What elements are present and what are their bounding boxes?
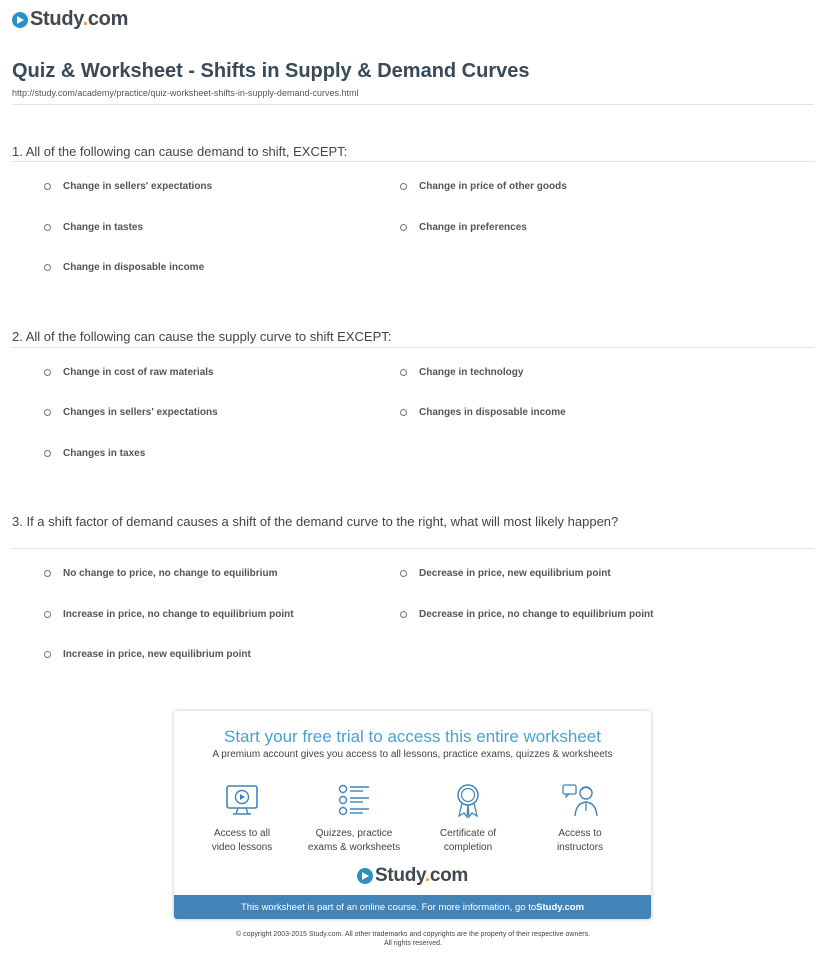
premium-cta-box — [174, 711, 651, 919]
option-label: Change in preferences — [419, 222, 527, 233]
feature-video-lessons — [192, 781, 292, 855]
study-link[interactable]: Study.com — [536, 901, 585, 913]
cta-bar-text: This worksheet is part of an online course. For more information, go to — [240, 901, 537, 913]
feature-label-line: Access to all — [213, 828, 271, 839]
q3-option-2[interactable] — [400, 568, 611, 579]
logo-dot: . — [424, 865, 430, 886]
option-label: Decrease in price, new equilibrium point — [419, 568, 611, 579]
feature-label — [304, 827, 404, 855]
option-label: Decrease in price, no change to equilibrium point — [419, 609, 654, 620]
option-label: Changes in sellers' expectations — [63, 407, 218, 418]
page-title: Quiz & Worksheet - Shifts in Supply & Demand Curves — [12, 60, 530, 82]
feature-label-line: Access to — [558, 828, 602, 839]
play-logo-icon — [357, 868, 373, 884]
radio-button[interactable] — [44, 409, 51, 416]
option-label: No change to price, no change to equilibrium — [63, 568, 278, 579]
q2-option-4[interactable] — [400, 407, 566, 418]
page-url: http://study.com/academy/practice/quiz-worksheet-shifts-in-supply-demand-curves.html — [12, 88, 359, 98]
header-divider — [12, 104, 814, 105]
logo-tld: com — [429, 865, 469, 886]
cta-title[interactable]: Start your free trial to access this entire worksheet — [224, 727, 601, 746]
feature-label — [192, 827, 292, 855]
radio-button[interactable] — [400, 570, 407, 577]
radio-button[interactable] — [400, 183, 407, 190]
question-1: 1. All of the following can cause demand to shift, EXCEPT: — [12, 144, 348, 159]
feature-label-line: Quizzes, practice — [315, 828, 393, 839]
option-label: Change in tastes — [63, 222, 144, 233]
q3-option-4[interactable] — [400, 609, 654, 620]
q1-option-5[interactable] — [44, 262, 204, 273]
feature-certificate — [418, 781, 518, 855]
cta-subtitle: A premium account gives you access to all lessons, practice exams, quizzes & worksheets — [212, 749, 613, 760]
rights-line: All rights reserved. — [384, 940, 442, 947]
option-label: Increase in price, new equilibrium point — [63, 649, 251, 660]
radio-button[interactable] — [44, 651, 51, 658]
feature-label-line: Certificate of — [439, 828, 497, 839]
feature-label — [418, 827, 518, 855]
radio-button[interactable] — [44, 450, 51, 457]
logo-dot: . — [82, 8, 88, 30]
instructor-icon — [561, 781, 599, 819]
feature-label-line: completion — [443, 842, 493, 853]
quiz-list-icon — [335, 781, 373, 819]
feature-quizzes — [304, 781, 404, 855]
option-label: Change in sellers' expectations — [63, 181, 213, 192]
q1-option-3[interactable] — [44, 222, 143, 233]
logo-text — [375, 865, 468, 887]
q2-option-3[interactable] — [44, 407, 218, 418]
logo-name: Study — [374, 865, 425, 886]
option-label: Change in disposable income — [63, 262, 205, 273]
option-label: Increase in price, no change to equilibrium point — [63, 609, 294, 620]
q3-option-3[interactable] — [44, 609, 294, 620]
option-label: Change in cost of raw materials — [63, 367, 214, 378]
radio-button[interactable] — [44, 611, 51, 618]
feature-label-line: video lessons — [211, 842, 273, 853]
cta-study-logo[interactable] — [174, 865, 651, 887]
radio-button[interactable] — [44, 224, 51, 231]
option-label: Change in price of other goods — [419, 181, 567, 192]
option-label: Changes in taxes — [63, 448, 146, 459]
option-label: Changes in disposable income — [419, 407, 566, 418]
q3-option-1[interactable] — [44, 568, 277, 579]
radio-button[interactable] — [400, 224, 407, 231]
radio-button[interactable] — [400, 409, 407, 416]
play-logo-icon — [12, 12, 28, 28]
q1-option-4[interactable] — [400, 222, 527, 233]
q2-option-2[interactable] — [400, 367, 523, 378]
feature-label-line: instructors — [556, 842, 604, 853]
radio-button[interactable] — [400, 369, 407, 376]
radio-button[interactable] — [44, 570, 51, 577]
q3-option-5[interactable] — [44, 649, 251, 660]
logo-name: Study — [30, 8, 83, 30]
logo-text — [30, 8, 128, 31]
question-3: 3. If a shift factor of demand causes a shift of the demand curve to the right, what will most likely happen? — [12, 514, 619, 529]
video-lesson-icon — [223, 781, 261, 819]
q2-option-1[interactable] — [44, 367, 214, 378]
option-label: Change in technology — [419, 367, 524, 378]
cta-info-bar — [174, 895, 651, 919]
copyright-line: © copyright 2003-2015 Study.com. All other trademarks and copyrights are the property of their respective owners. — [235, 931, 591, 938]
q2-option-5[interactable] — [44, 448, 145, 459]
q1-option-1[interactable] — [44, 181, 212, 192]
logo-tld: com — [87, 8, 129, 30]
feature-label — [530, 827, 630, 855]
radio-button[interactable] — [44, 183, 51, 190]
feature-label-line: exams & worksheets — [307, 842, 401, 853]
study-logo[interactable] — [12, 8, 128, 31]
certificate-icon — [449, 781, 487, 819]
feature-instructors — [530, 781, 630, 855]
question-2: 2. All of the following can cause the supply curve to shift EXCEPT: — [12, 329, 392, 344]
question-divider — [12, 548, 814, 549]
radio-button[interactable] — [44, 264, 51, 271]
copyright-footer — [0, 930, 826, 948]
q1-option-2[interactable] — [400, 181, 567, 192]
radio-button[interactable] — [400, 611, 407, 618]
question-divider — [12, 161, 814, 162]
radio-button[interactable] — [44, 369, 51, 376]
question-divider — [12, 347, 814, 348]
